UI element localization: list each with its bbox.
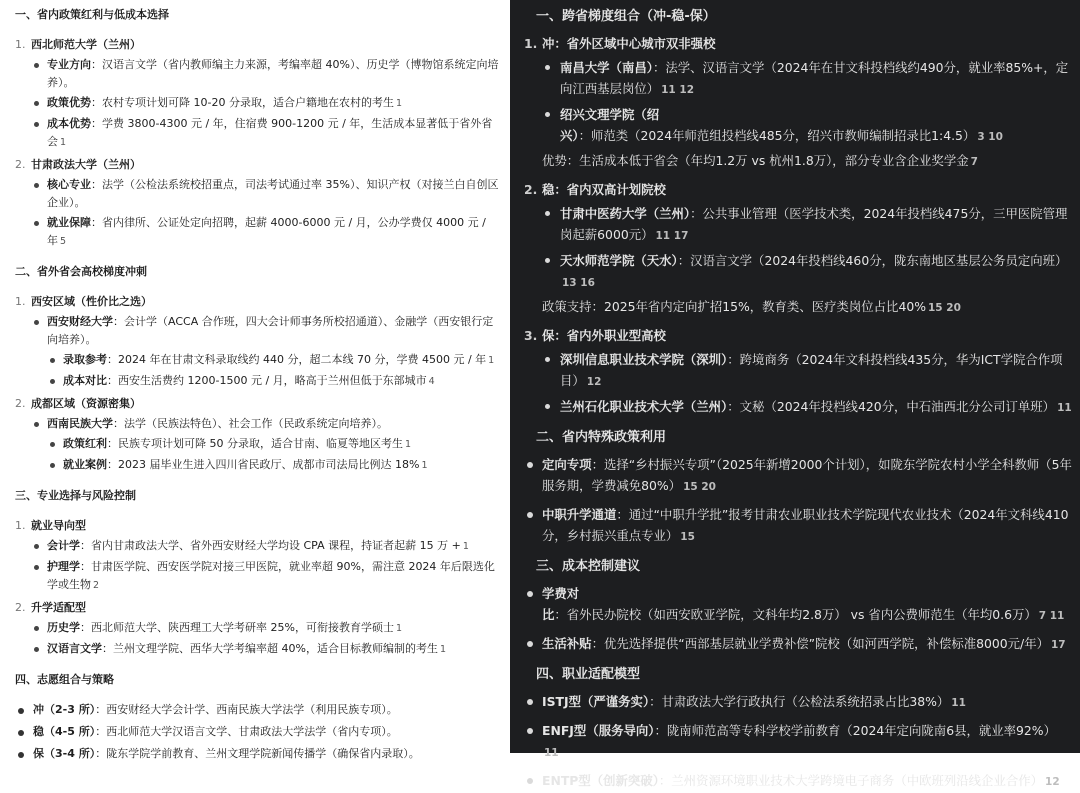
item-title: 甘肃政法大学（兰州）: [31, 158, 141, 171]
item-label: 成本优势: [47, 117, 91, 130]
section-heading: 二、省内特殊政策利用: [536, 430, 667, 445]
item-text: ：文秘（2024年投档线420分，中石油西北分公司订单班）: [727, 399, 1056, 414]
item-label: 就业保障: [47, 216, 91, 229]
citation-ref[interactable]: 15 20: [928, 302, 961, 314]
bullet-item: [524, 504, 1072, 548]
item-text: ：优先选择提供“西部基层就业学费补偿”院校（如河西学院，补偿标准8000元/年）: [591, 636, 1049, 651]
bullet-item: [31, 56, 500, 92]
citation-ref[interactable]: 12: [586, 376, 602, 388]
item-label: 中职升学通道: [542, 507, 617, 522]
citation-ref[interactable]: 4: [428, 376, 435, 387]
item-label: 就业案例: [63, 458, 107, 471]
item-text: ：陇南师范高等专科学校学前教育（2024年定向陇南6县，就业率92%）: [654, 723, 1056, 738]
item-text: ：西北师范大学、陕西理工大学考研率 25%，可衔接教育学硕士: [80, 621, 394, 634]
citation-ref[interactable]: 11 12: [661, 84, 695, 96]
item-label: 西南民族大学: [47, 417, 113, 430]
bullet-item: [15, 745, 500, 763]
item-text: ：法学（民族法特色）、社会工作（民政系统定向培养）。: [113, 417, 388, 430]
item-title: 升学适配型: [31, 601, 86, 614]
item-label: 录取参考: [63, 353, 107, 366]
item-text: ：农村专项计划可降 10-20 分录取，适合户籍地在农村的考生: [91, 96, 394, 109]
item-label: ENFJ型（服务导向）: [542, 723, 655, 738]
note-line: [542, 150, 1072, 173]
citation-ref[interactable]: 12: [1045, 776, 1060, 788]
citation-ref[interactable]: 1: [60, 137, 67, 148]
section: [524, 664, 1072, 793]
citation-ref[interactable]: 2: [93, 580, 100, 591]
item-text: ：公共事业管理（医学技术类，2024年投档线475分，三甲医院管理岗起薪6000元）: [560, 206, 1068, 242]
section: [524, 6, 1072, 419]
bullet-item: [15, 723, 500, 741]
item-label: 成本对比: [63, 374, 107, 387]
item-text: ：学费 3800-4300 元 / 年，住宿费 900-1200 元 / 年，生活成本显著低于省外省会: [47, 117, 493, 148]
item-text: ：2023 届毕业生进入四川省民政厅、成都市司法局比例达 18%: [107, 458, 420, 471]
bullet-list: [524, 583, 1072, 656]
section-heading: 一、省内政策红利与低成本选择: [15, 8, 169, 21]
numbered-list: [15, 517, 500, 659]
item-label: 南昌大学（南昌）: [560, 60, 653, 75]
item-label: 定向专项: [542, 457, 592, 472]
section-heading: 一、跨省梯度组合（冲-稳-保）: [536, 9, 716, 24]
citation-ref[interactable]: 15: [680, 531, 695, 543]
item-text: ：西安财经大学会计学、西南民族大学法学（利用民族专项）。: [95, 703, 398, 716]
item-label: 冲（2-3 所）: [33, 703, 96, 716]
item-text: ：法学（公检法系统校招重点，司法考试通过率 35%）、知识产权（对接兰白自创区企业）。: [47, 178, 499, 209]
bullet-item: [524, 633, 1072, 656]
bullet-list: [15, 701, 500, 763]
item-text: ：会计学（ACCA 合作班，四大会计师事务所校招通道）、金融学（西安银行定向培养）。: [47, 315, 494, 346]
citation-ref[interactable]: 1: [395, 98, 403, 109]
item-label: 天水师范学院（天水）: [560, 253, 678, 268]
bullet-item: [31, 313, 500, 349]
item-label: ISTJ型（严谨务实）: [542, 694, 650, 709]
item-number: 1.: [524, 36, 538, 51]
citation-ref[interactable]: 13 16: [562, 277, 595, 289]
numbered-item: [15, 293, 500, 391]
item-text: ：兰州资源环境职业技术大学跨境电子商务（中欧班列沿线企业合作）: [658, 773, 1044, 788]
citation-ref[interactable]: 7: [970, 156, 978, 168]
bullet-item: [542, 349, 1072, 393]
bullet-item: [542, 104, 1072, 148]
bullet-item: [524, 770, 1072, 793]
bullet-item: [542, 396, 1072, 419]
section: [524, 556, 1072, 656]
section: [15, 671, 500, 763]
item-number: 1.: [15, 38, 26, 51]
bullet-item: [542, 203, 1072, 247]
citation-ref[interactable]: 1: [405, 439, 412, 450]
item-label: 保（3-4 所）: [33, 747, 96, 760]
citation-ref[interactable]: 11: [544, 747, 559, 759]
citation-ref[interactable]: 11: [951, 697, 966, 709]
numbered-list: [524, 33, 1072, 419]
item-number: 2.: [524, 182, 538, 197]
numbered-item: [524, 325, 1072, 419]
bullet-item: [542, 250, 1072, 294]
item-number: 1.: [15, 519, 26, 532]
section: [15, 263, 500, 475]
numbered-item: [524, 179, 1072, 319]
citation-ref[interactable]: 1: [395, 623, 402, 634]
item-text: ：西安生活费约 1200-1500 元 / 月，略高于兰州但低于东部城市: [107, 374, 427, 387]
item-title: 成都区域（资源密集）: [31, 397, 141, 410]
bullet-item: [31, 94, 500, 113]
item-text: ：跨境商务（2024年文科投档线435分，华为ICT学院合作项目）: [560, 352, 1063, 388]
bullet-item: [47, 351, 500, 370]
citation-ref[interactable]: 7 11: [1038, 610, 1065, 622]
item-text: ：2024 年在甘肃文科录取线约 440 分，超二本线 70 分，学费 4500 元 / 年: [107, 353, 487, 366]
item-label: 甘肃中医药大学（兰州）: [560, 206, 691, 221]
item-text: ：省内律所、公证处定向招聘，起薪 4000-6000 元 / 月，公办学费仅 4000 元 / 年: [47, 216, 486, 247]
bullet-item: [47, 435, 500, 454]
item-title: 就业导向型: [31, 519, 86, 532]
item-title: 稳：省内双高计划院校: [542, 182, 666, 197]
numbered-item: [15, 156, 500, 251]
bullet-item: [524, 691, 1072, 714]
item-title: 西北师范大学（兰州）: [31, 38, 141, 51]
citation-ref[interactable]: 1: [439, 644, 446, 655]
bullet-item: [524, 454, 1072, 498]
item-label: 政策红利: [63, 437, 107, 450]
bullet-item: [542, 57, 1072, 101]
item-label: 绍兴文理学院（绍兴）: [560, 107, 660, 143]
item-label: 历史学: [47, 621, 80, 634]
citation-ref[interactable]: 5: [60, 236, 67, 247]
bullet-item: [47, 372, 500, 391]
numbered-item: [524, 33, 1072, 173]
bullet-list: [524, 691, 1072, 793]
item-number: 2.: [15, 158, 26, 171]
citation-ref[interactable]: 1: [488, 355, 495, 366]
section: [524, 427, 1072, 548]
item-label: 兰州石化职业技术大学（兰州）: [560, 399, 728, 414]
citation-ref[interactable]: 11: [1057, 402, 1072, 414]
numbered-list: [15, 36, 500, 251]
item-number: 3.: [524, 328, 538, 343]
item-label: 生活补贴: [542, 636, 592, 651]
bullet-item: [47, 456, 500, 475]
numbered-item: [15, 517, 500, 595]
item-label: 深圳信息职业技术学院（深圳）: [560, 352, 728, 367]
bullet-item: [31, 176, 500, 212]
bullet-item: [31, 558, 500, 595]
section-heading: 四、职业适配模型: [536, 667, 641, 682]
citation-ref[interactable]: 17: [1051, 639, 1066, 651]
item-label: 西安财经大学: [47, 315, 113, 328]
citation-ref[interactable]: 15 20: [683, 481, 716, 493]
item-label: 会计学: [47, 539, 80, 552]
numbered-item: [15, 36, 500, 152]
left-panel: [0, 0, 510, 760]
item-title: 冲：省外区域中心城市双非强校: [542, 36, 716, 51]
item-label: 护理学: [47, 560, 80, 573]
item-text: ：甘肃政法大学行政执行（公检法系统招录占比38%）: [649, 694, 950, 709]
note-text: 优势：生活成本低于省会（年均1.2万 vs 杭州1.8万），部分专业含企业奖学金: [542, 153, 969, 168]
item-text: ：汉语言文学（2024年投档线460分，陇东南地区基层公务员定向班）: [677, 253, 1068, 268]
item-text: ：陇东学院学前教育、兰州文理学院新闻传播学（确保省内录取）。: [95, 747, 420, 760]
item-label: 稳（4-5 所）: [33, 725, 96, 738]
item-text: ：民族专项计划可降 50 分录取，适合甘南、临夏等地区考生: [107, 437, 403, 450]
bullet-item: [31, 640, 500, 659]
bullet-list: [524, 454, 1072, 548]
section-heading: 四、志愿组合与策略: [15, 673, 114, 686]
bullet-item: [31, 115, 500, 152]
item-title: 西安区域（性价比之选）: [31, 295, 152, 308]
item-text: ：通过“中职升学批”报考甘肃农业职业技术学院现代农业技术（2024年文科线410分，乡村振兴重点专业）: [542, 507, 1069, 543]
note-text: 政策支持：2025年省内定向扩招15%，教育类、医疗类岗位占比40%: [542, 299, 926, 314]
item-number: 2.: [15, 601, 26, 614]
item-text: ：法学、汉语言文学（2024年在甘文科投档线约490分，就业率85%+，定向江西基层岗位）: [560, 60, 1069, 96]
numbered-item: [15, 599, 500, 659]
item-number: 2.: [15, 397, 26, 410]
citation-ref[interactable]: 1: [421, 460, 428, 471]
item-label: 汉语言文学: [47, 642, 102, 655]
bullet-item: [524, 583, 1072, 627]
item-label: ENTP型（创新突破）: [542, 773, 659, 788]
item-label: 政策优势: [47, 96, 91, 109]
section: [15, 6, 500, 251]
item-label: 专业方向: [47, 58, 91, 71]
item-text: ：汉语言文学（省内教师编主力来源，考编率超 40%）、历史学（博物馆系统定向培养）。: [47, 58, 499, 89]
bullet-item: [31, 619, 500, 638]
item-number: 1.: [15, 295, 26, 308]
numbered-list: [15, 293, 500, 475]
item-text: ：省内甘肃政法大学、省外西安财经大学均设 CPA 课程，持证者起薪 15 万 +: [80, 539, 461, 552]
bullet-item: [15, 701, 500, 719]
numbered-item: [15, 395, 500, 475]
bullet-item: [524, 720, 1072, 764]
right-panel: [510, 0, 1080, 788]
item-label: 核心专业: [47, 178, 91, 191]
item-title: 保：省内外职业型高校: [542, 328, 666, 343]
item-text: ：兰州文理学院、西华大学考编率超 40%，适合目标教师编制的考生: [102, 642, 438, 655]
section-heading: 三、成本控制建议: [536, 559, 641, 574]
item-text: ：西北师范大学汉语言文学、甘肃政法大学法学（省内专项）。: [95, 725, 398, 738]
item-label: 学费对比: [542, 586, 580, 622]
item-text: ：省外民办院校（如西安欧亚学院，文科年均2.8万） vs 省内公费师范生（年均0.6万）: [554, 607, 1037, 622]
item-text: ：选择“乡村振兴专项”（2025年新增2000个计划），如陇东学院农村小学全科教师（5年服务期，学费减免80%）: [542, 457, 1072, 493]
citation-ref[interactable]: 3 10: [977, 131, 1003, 143]
item-text: ：甘肃医学院、西安医学院对接三甲医院，就业率超 90%，需注意 2024 年后限选化学或生物: [47, 560, 495, 591]
section: [15, 487, 500, 659]
bullet-item: [31, 415, 500, 433]
bullet-item: [31, 537, 500, 556]
citation-ref[interactable]: 11 17: [655, 230, 689, 242]
section-heading: 二、省外省会高校梯度冲刺: [15, 265, 147, 278]
bullet-item: [31, 214, 500, 251]
section-heading: 三、专业选择与风险控制: [15, 489, 136, 502]
item-text: ：师范类（2024年师范组投档线485分，绍兴市教师编制招录比1:4.5）: [578, 128, 976, 143]
note-line: [542, 296, 1072, 319]
citation-ref[interactable]: 1: [462, 541, 469, 552]
